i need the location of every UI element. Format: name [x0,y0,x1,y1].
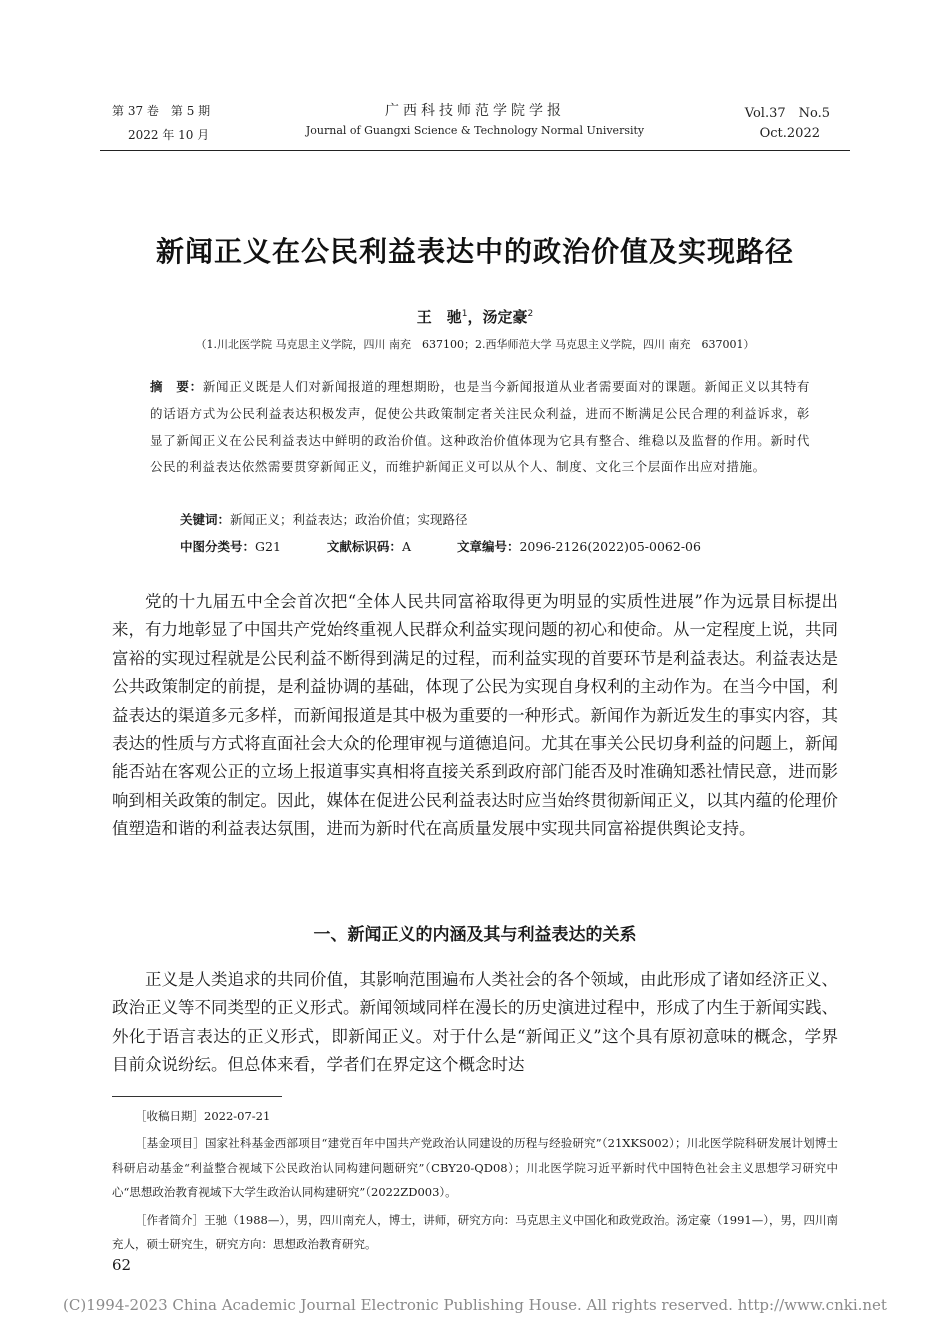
author-2-affil-mark: 2 [527,309,534,319]
author-1: 王 驰 [416,308,462,326]
header-date-cn: 2022 年 10 月 [128,128,210,142]
author-bio-label: ［作者简介］ [135,1212,205,1227]
header-journal-title-en: Journal of Guangxi Science & Technology Normal University [305,124,645,137]
article-number-label: 文章编号： [456,539,520,554]
footnote-received [112,1104,838,1128]
header-journal-title-cn: 广西科技师范学院学报 [385,103,565,119]
body-paragraph-2-block [112,966,838,1080]
doc-code-label: 文献标识码： [326,539,402,554]
header-rule [100,150,850,151]
copyright-notice: (C)1994-2023 China Academic Journal Electronic Publishing House. All rights reserved. http://www.cnki.net [63,1296,887,1314]
keywords-text: 新闻正义；利益表达；政治价值；实现路径 [230,512,468,527]
fund-label: ［基金项目］ [135,1136,205,1151]
classification-line [180,537,701,555]
received-date: 2022-07-21 [204,1109,271,1123]
page-number: 62 [112,1256,132,1274]
keywords-label: 关键词： [180,512,231,527]
author-1-affil-mark: 1 [461,309,468,319]
abstract-label: 摘 要： [150,379,203,394]
author-line [0,306,950,327]
section-heading-1: 一、新闻正义的内涵及其与利益表达的关系 [313,925,637,945]
header-volume-issue-en: Vol.37 No.5 [744,106,830,121]
footnote-rule [112,1096,282,1097]
footnotes [112,1104,838,1259]
footnote-author [112,1208,838,1257]
abstract [150,374,810,481]
abstract-text: 新闻正义既是人们对新闻报道的理想期盼，也是当今新闻报道从业者需要面对的课题。新闻正义以其特有的话语方式为公民利益表达积极发声，促使公共政策制定者关注民众利益，进而不断满足公民合理的利益诉求，彰显了新闻正义在公民利益表达中鲜明的政治价值。这种政治价值体现为它具有整合、维稳以及监督的作用。新时代公民的利益表达依然需要贯穿新闻正义，而维护新闻正义可以从个人、制度、文化三个层面作出应对措施。 [150,379,810,475]
header-date-en: Oct.2022 [759,126,820,141]
body-paragraph-2: 正义是人类追求的共同价值，其影响范围遍布人类社会的各个领域，由此形成了诸如经济正义、政治正义等不同类型的正义形式。新闻领域同样在漫长的历史演进过程中，形成了内生于新闻实践、外化于语言表达的正义形式，即新闻正义。对于什么是“新闻正义”这个具有原初意味的概念，学界目前众说纷纭。但总体来看，学者们在界定这个概念时达 [112,970,838,1075]
fund-text: 国家社科基金西部项目“建党百年中国共产党政治认同建设的历程与经验研究”（21XKS002）；川北医学院科研发展计划博士科研启动基金“利益整合视域下公民政治认同构建问题研究”（CBY20-QD08）；川北医学院习近平新时代中国特色社会主义思想学习研究中心“思想政治教育视域下大学生政治认同构建研究”（2022ZD003）。 [112,1136,838,1200]
body-paragraph-1-block [112,588,838,844]
footnote-fund [112,1131,838,1204]
received-label: ［收稿日期］ [135,1109,204,1123]
clc-label: 中图分类号： [180,539,256,554]
article-number-value: 2096-2126(2022)05-0062-06 [519,539,701,554]
header-volume-issue-cn: 第 37 卷 第 5 期 [112,104,211,118]
body-paragraph-1: 党的十九届五中全会首次把“全体人民共同富裕取得更为明显的实质性进展”作为远景目标提出来，有力地彰显了中国共产党始终重视人民群众利益实现问题的初心和使命。从一定程度上说，共同富裕的实现过程就是公民利益不断得到满足的过程，而利益实现的首要环节是利益表达。利益表达是公共政策制定的前提，是利益协调的基础，体现了公民为实现自身权利的主动作为。在当今中国，利益表达的渠道多元多样，而新闻报道是其中极为重要的一种形式。新闻作为新近发生的事实内容，其表达的性质与方式将直面社会大众的伦理审视与道德追问。尤其在事关公民切身利益的问题上，新闻能否站在客观公正的立场上报道事实真相将直接关系到政府部门能否及时准确知悉社情民意，进而影响到相关政策的制定。因此，媒体在促进公民利益表达时应当始终贯彻新闻正义，以其内蕴的伦理价值塑造和谐的利益表达氛围，进而为新时代在高质量发展中实现共同富裕提供舆论支持。 [112,592,838,839]
author-separator: ， [467,308,483,326]
doc-code-value: A [401,539,411,554]
author-2: 汤定豪 [482,308,528,326]
article-title: 新闻正义在公民利益表达中的政治价值及实现路径 [155,235,794,268]
clc-value: G21 [255,539,281,554]
affiliations: （1.川北医学院 马克思主义学院，四川 南充 637100；2.西华师范大学 马克思主义学院，四川 南充 637001） [195,338,755,351]
author-bio-text: 王驰（1988—），男，四川南充人，博士，讲师，研究方向：马克思主义中国化和政党政治。汤定豪（1991—），男，四川南充人，硕士研究生，研究方向：思想政治教育研究。 [112,1212,839,1252]
keywords [180,510,468,528]
